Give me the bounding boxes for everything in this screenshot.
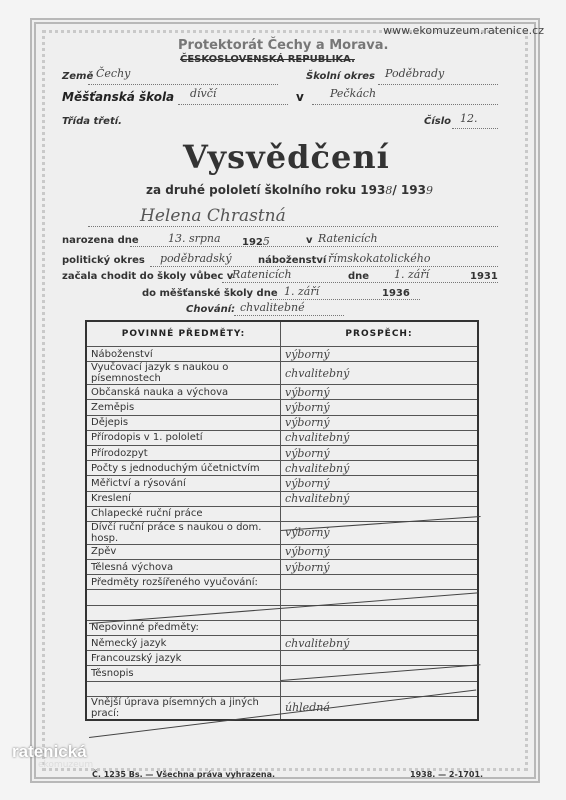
v-value: Pečkách xyxy=(330,87,377,100)
birthplace: Ratenicích xyxy=(318,232,378,245)
nabozenstvi-label: náboženství xyxy=(258,255,327,266)
subject-cell: Vyučovací jazyk s naukou o písemnostech xyxy=(86,362,281,385)
chovani-label: Chování: xyxy=(186,304,236,315)
table-row xyxy=(86,476,478,491)
cislo-value: 12. xyxy=(460,112,478,125)
grade-cell: výborný xyxy=(281,385,479,400)
subject-cell: Občanská nauka a výchova xyxy=(86,385,281,400)
grade-cell xyxy=(281,651,479,666)
watermark-url: www.ekomuzeum.ratenice.cz xyxy=(383,24,544,37)
table-row xyxy=(86,461,478,476)
document-title: Vysvědčení xyxy=(183,138,390,176)
grade-cell xyxy=(281,681,479,696)
table-row xyxy=(86,491,478,506)
grade-cell: chvalitebný xyxy=(281,362,479,385)
grade-cell: výborný xyxy=(281,347,479,362)
mestanska-label: do měšťanské školy dne xyxy=(142,288,278,299)
subject-cell: Zpěv xyxy=(86,544,281,559)
grade-cell xyxy=(281,590,479,605)
table-row xyxy=(86,521,478,544)
table-row xyxy=(86,696,478,720)
table-row xyxy=(86,347,478,362)
skola-label: Měšťanská škola xyxy=(62,90,175,104)
subject-cell: Německý jazyk xyxy=(86,636,281,651)
grade-cell: výborný xyxy=(281,476,479,491)
table-row xyxy=(86,445,478,460)
nabozenstvi-value: římskokatolického xyxy=(328,252,431,265)
subject-cell: Předměty rozšířeného vyučování: xyxy=(86,575,281,590)
narozen-year-label: 1925 xyxy=(242,235,270,248)
header-republic: ČESKOSLOVENSKÁ REPUBLIKA. xyxy=(180,54,355,65)
subject-cell: Přírodopis v 1. pololetí xyxy=(86,430,281,445)
trida-label: Třída třetí. xyxy=(62,116,122,127)
table-row xyxy=(86,651,478,666)
table-row xyxy=(86,620,478,635)
subject-cell xyxy=(86,681,281,696)
subject-cell: Vnější úprava písemných a jiných prací: xyxy=(86,696,281,720)
table-row xyxy=(86,362,478,385)
table-row xyxy=(86,544,478,559)
footer-left: Č. 1235 Bs. — Všechna práva vyhrazena. xyxy=(92,770,276,779)
zacal-dne-label: dne xyxy=(348,271,370,282)
zacal-place: Ratenicích xyxy=(232,268,292,281)
table-row xyxy=(86,415,478,430)
col-grades-header: PROSPĚCH: xyxy=(281,321,479,347)
cislo-label: Číslo xyxy=(424,116,452,127)
grade-cell: výborný xyxy=(281,560,479,575)
polokres-label: politický okres xyxy=(62,255,145,266)
grade-cell: chvalitebný xyxy=(281,636,479,651)
mestanska-year: 1936 xyxy=(382,288,410,299)
skola-value: dívčí xyxy=(190,87,217,100)
table-row xyxy=(86,575,478,590)
subject-cell: Počty s jednoduchým účetnictvím xyxy=(86,461,281,476)
grade-cell: výborný xyxy=(281,521,479,544)
subject-cell xyxy=(86,605,281,620)
narozen-value: 13. srpna xyxy=(168,232,221,245)
zacal-dne: 1. září xyxy=(394,268,430,281)
student-name: Helena Chrastná xyxy=(140,206,286,226)
table-row xyxy=(86,430,478,445)
zeme-value: Čechy xyxy=(96,67,131,80)
subject-cell xyxy=(86,590,281,605)
subject-cell: Náboženství xyxy=(86,347,281,362)
subtitle: za druhé pololetí školního roku 1938/ 1939 xyxy=(146,183,433,197)
narozen-label: narozena dne xyxy=(62,235,139,246)
okres-value: Poděbrady xyxy=(385,67,445,80)
zacal-label: začala chodit do školy vůbec v xyxy=(62,271,234,282)
footer-right: 1938. — 2-1701. xyxy=(410,770,484,779)
grade-cell: chvalitebný xyxy=(281,430,479,445)
grade-cell xyxy=(281,620,479,635)
subject-cell: Přírodozpyt xyxy=(86,445,281,460)
grade-cell: chvalitebný xyxy=(281,461,479,476)
subject-cell: Nepovinné předměty: xyxy=(86,620,281,635)
grade-cell xyxy=(281,666,479,681)
table-row xyxy=(86,560,478,575)
subject-cell: Měřictví a rýsování xyxy=(86,476,281,491)
grade-cell xyxy=(281,605,479,620)
subject-cell: Francouzský jazyk xyxy=(86,651,281,666)
subject-cell: Zeměpis xyxy=(86,400,281,415)
table-row xyxy=(86,681,478,696)
subject-cell: Těsnopis xyxy=(86,666,281,681)
table-row xyxy=(86,400,478,415)
ratenicka-logo: ratenická xyxy=(12,742,87,761)
grade-cell: výborný xyxy=(281,544,479,559)
mestanska-dne: 1. září xyxy=(284,285,320,298)
v-label: v xyxy=(296,90,304,104)
zeme-label: Země xyxy=(62,71,94,82)
polokres-value: poděbradský xyxy=(160,252,232,265)
header-protectorate: Protektorát Čechy a Morava. xyxy=(178,38,389,53)
subject-cell: Tělesná výchova xyxy=(86,560,281,575)
table-row xyxy=(86,636,478,651)
col-subjects-header: POVINNÉ PŘEDMĚTY: xyxy=(86,321,281,347)
grade-cell: chvalitebný xyxy=(281,491,479,506)
subject-cell: Dívčí ruční práce s naukou o dom. hosp. xyxy=(86,521,281,544)
subject-cell: Kreslení xyxy=(86,491,281,506)
ekomuzeum-logo-sub: ekomuzeum xyxy=(38,760,94,770)
birthplace-v-label: v xyxy=(306,235,313,246)
subject-cell: Dějepis xyxy=(86,415,281,430)
grade-cell: výborný xyxy=(281,445,479,460)
table-row xyxy=(86,506,478,521)
grade-cell: výborný xyxy=(281,415,479,430)
zacal-year: 1931 xyxy=(470,271,498,282)
table-row xyxy=(86,385,478,400)
chovani-value: chvalitebné xyxy=(240,301,305,314)
subject-cell: Chlapecké ruční práce xyxy=(86,506,281,521)
grade-cell xyxy=(281,575,479,590)
grade-cell: úhledná xyxy=(281,696,479,720)
okres-label: Školní okres xyxy=(306,71,376,82)
grade-cell: výborný xyxy=(281,400,479,415)
